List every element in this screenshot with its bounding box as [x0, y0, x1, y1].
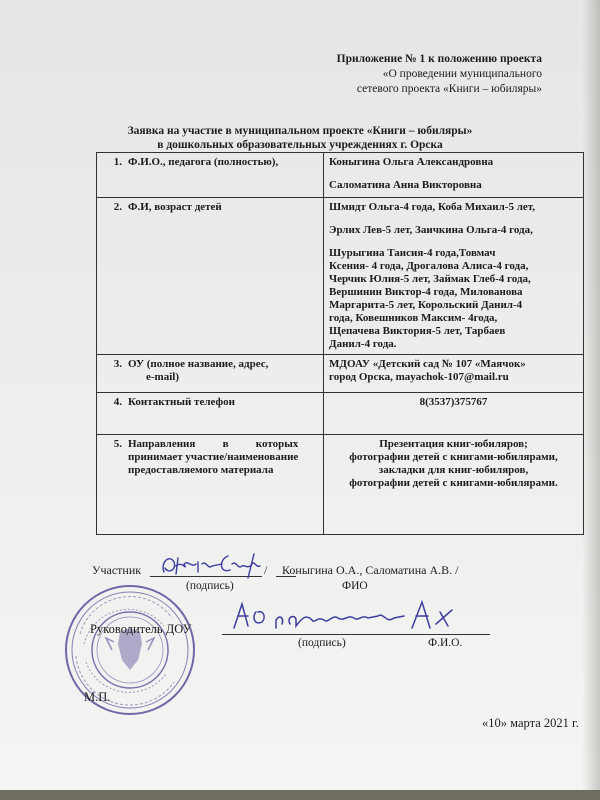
row-label [97, 153, 324, 198]
appendix-header [282, 52, 542, 97]
children-line: Шурыгина Таисия-4 года,Товмач [329, 247, 496, 259]
appendix-line-1: Приложение № 1 к положению проекта [336, 53, 542, 65]
material-line: фотографии детей с книгами-юбилярами. [349, 477, 558, 489]
row-label-text: Направления в которых [128, 438, 299, 450]
title-line-2: в дошкольных образовательных учреждениях г. Орска [157, 139, 443, 151]
appendix-line-2: «О проведении муниципального [382, 68, 542, 80]
head-fio-caption: Ф.И.О. [428, 637, 463, 649]
material-line: закладки для книг-юбиляров, [378, 464, 529, 476]
row-label [97, 393, 324, 435]
row-label-text: предоставляемого материала [128, 464, 274, 476]
row-value [324, 355, 584, 393]
official-stamp [62, 582, 198, 718]
row-value [324, 198, 584, 355]
row-value [324, 393, 584, 435]
head-sign-caption: (подпись) [298, 637, 346, 649]
head-label: Руководитель ДОУ [90, 622, 192, 636]
institution-address: город Орска, mayachok-107@mail.ru [329, 371, 509, 383]
row-number: 4. [113, 396, 122, 408]
row-label [97, 198, 324, 355]
table-row [97, 355, 584, 393]
institution-name: МДОАУ «Детский сад № 107 «Маячок» [329, 358, 526, 370]
row-label-text: e-mail) [146, 371, 179, 383]
application-table [96, 152, 584, 535]
row-number: 5. [113, 438, 122, 450]
table-row [97, 198, 584, 355]
participant-sign-caption: (подпись) [186, 580, 234, 592]
participant-names: Коныгина О.А., Саломатина А.В. / [282, 563, 459, 577]
children-line: Черчик Юлия-5 лет, Займак Глеб-4 года, [329, 273, 531, 285]
children-line: Щепачева Виктория-5 лет, Тарбаев [329, 325, 506, 337]
row-label-text: Ф.И.О., педагога (полностью), [128, 156, 279, 168]
children-line: Вершинин Виктор-4 года, Милованова [329, 286, 523, 298]
children-line: Данил-4 года. [329, 338, 397, 350]
teacher-name-1: Коныгина Ольга Александровна [329, 156, 494, 168]
participant-fio-caption: ФИО [342, 580, 368, 592]
row-label-text: ОУ (полное название, адрес, [128, 358, 269, 370]
title-line-1: Заявка на участие в муниципальном проекте «Книги – юбиляры» [127, 125, 473, 137]
participant-signature [158, 548, 270, 580]
appendix-line-3: сетевого проекта «Книги – юбиляры» [356, 83, 542, 95]
material-line: Презентация книг-юбиляров; [379, 438, 528, 450]
row-label-text: принимает участие/наименование [128, 451, 299, 463]
row-label [97, 355, 324, 393]
row-label [97, 435, 324, 535]
children-line: Шмидт Ольга-4 года, Коба Михаил-5 лет, [329, 201, 536, 213]
children-line: Маргарита-5 лет, Корольский Данил-4 [329, 299, 523, 311]
table-row [97, 393, 584, 435]
row-label-text: Контактный телефон [128, 396, 235, 408]
row-number: 3. [113, 358, 122, 370]
application-title [120, 124, 480, 152]
row-value [324, 435, 584, 535]
page-shadow [582, 0, 600, 790]
children-line: года, Ковешников Максим- 4года, [329, 312, 498, 324]
phone-value: 8(3537)375767 [419, 396, 488, 408]
row-number: 1. [113, 156, 122, 168]
participant-label: Участник [92, 563, 142, 577]
children-line: Эрлих Лев-5 лет, Заичкина Ольга-4 года, [329, 224, 533, 236]
table-row [97, 153, 584, 198]
row-value [324, 153, 584, 198]
table-surface [0, 790, 600, 800]
head-signature [226, 598, 496, 638]
teacher-name-2: Саломатина Анна Викторовна [329, 179, 482, 191]
row-label-text: Ф.И, возраст детей [128, 201, 222, 213]
row-number: 2. [113, 201, 122, 213]
document-date: «10» марта 2021 г. [482, 716, 579, 730]
stamp-place-label: М.П. [84, 690, 111, 704]
table-row [97, 435, 584, 535]
material-line: фотографии детей с книгами-юбилярами, [349, 451, 558, 463]
children-line: Ксения- 4 года, Дрогалова Алиса-4 года, [329, 260, 529, 272]
